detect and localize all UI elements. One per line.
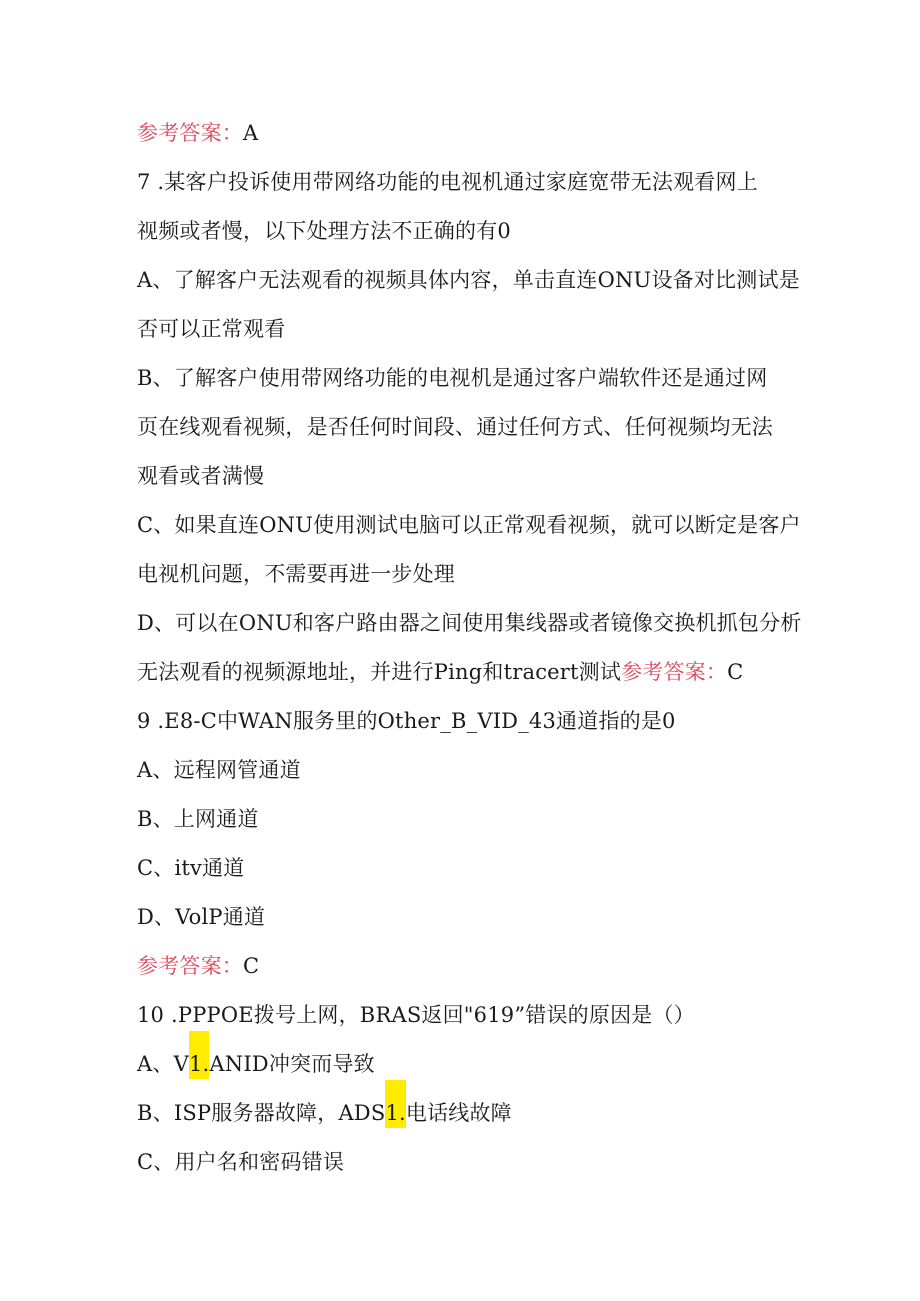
option-c-line-1: C、如果直连ONU使用测试电脑可以正常观看视频，就可以断定是客户	[137, 513, 801, 537]
answer-line	[137, 951, 797, 981]
q10-option-a	[137, 1049, 797, 1079]
answer-line	[137, 118, 797, 148]
answer-value: A	[243, 121, 259, 145]
question-7-line-1: 7 .某客户投诉使用带网络功能的电视机通过家庭宽带无法观看网上	[137, 170, 758, 194]
option-d-line-1: D、可以在ONU和客户路由器之间使用集线器或者镜像交换机抓包分析	[137, 611, 802, 635]
highlighted-text: 1.	[385, 1080, 405, 1128]
option-prefix: A、V	[137, 1052, 189, 1076]
answer-value: C	[727, 660, 744, 684]
question-10: 10 .PPPOE拨号上网，BRAS返回"619”错误的原因是（）	[137, 1003, 695, 1027]
option-d-line-2	[137, 657, 797, 687]
q10-option-c: C、用户名和密码错误	[137, 1150, 345, 1174]
option-suffix: 电话线故障	[405, 1101, 512, 1125]
q9-option-c: C、itv通道	[137, 856, 245, 880]
option-prefix: B、ISP服务器故障，ADS	[137, 1101, 386, 1125]
answer-value: C	[243, 954, 260, 978]
option-d-text: 无法观看的视频源地址，并进行Ping和tracert测试	[137, 660, 622, 684]
q10-option-b	[137, 1098, 797, 1128]
option-b-line-3: 观看或者满慢	[137, 464, 265, 488]
q9-option-d: D、VolP通道	[137, 905, 266, 929]
answer-label: 参考答案：	[621, 660, 728, 684]
option-a-line-2: 否可以正常观看	[137, 317, 286, 341]
highlighted-text: 1.	[189, 1031, 209, 1079]
question-7-line-2: 视频或者慢，以下处理方法不正确的有0	[137, 219, 511, 243]
option-a-line-1: A、了解客户无法观看的视频具体内容，单击直连ONU设备对比测试是	[137, 268, 800, 292]
q9-option-b: B、上网通道	[137, 807, 259, 831]
option-c-line-2: 电视机问题，不需要再进一步处理	[137, 562, 455, 586]
option-suffix: ANID冲突而导致	[209, 1052, 375, 1076]
question-9: 9 .E8-C中WAN服务里的Other_B_VID_43通道指的是0	[137, 709, 676, 733]
option-b-line-2: 页在线观看视频，是否任何时间段、通过任何方式、任何视频均无法	[137, 415, 773, 439]
answer-label: 参考答案：	[137, 954, 243, 978]
answer-label: 参考答案：	[137, 121, 243, 145]
option-b-line-1: B、了解客户使用带网络功能的电视机是通过客户端软件还是通过网	[137, 366, 768, 390]
q9-option-a: A、远程网管通道	[137, 758, 301, 782]
